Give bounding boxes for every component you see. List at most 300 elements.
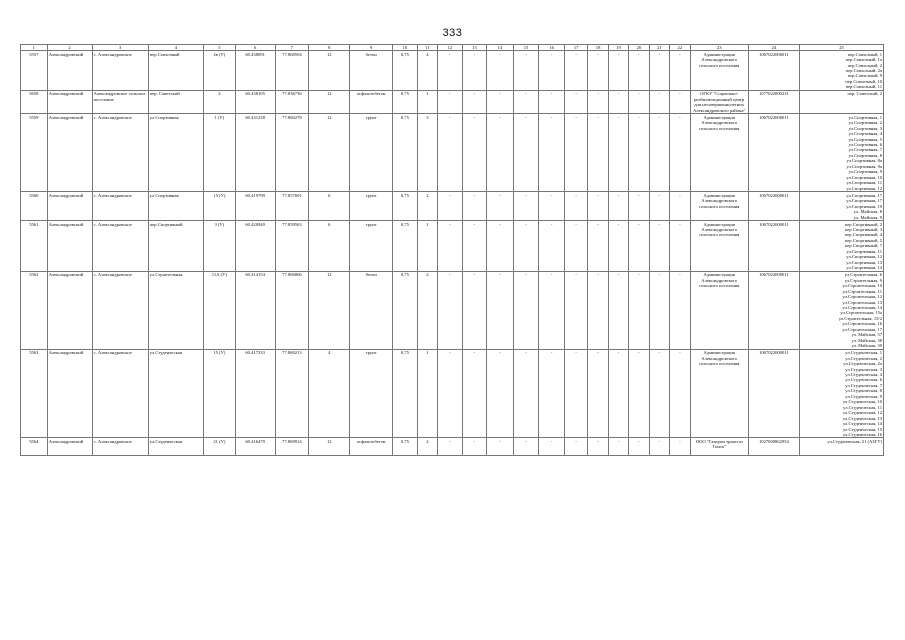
address-line: ул.Спортивная, 11 xyxy=(846,248,882,254)
cell-col-18: - xyxy=(588,349,608,438)
address-line: ул.Студенческая, 6 xyxy=(845,377,882,383)
cell-col-20: - xyxy=(629,438,649,456)
address-line: ул.Спортивная, 14 xyxy=(846,265,882,271)
cell-col-18: - xyxy=(588,51,608,91)
address-line: ул.Студенческая, 3 xyxy=(845,366,882,372)
column-number-8: 8 xyxy=(309,45,350,51)
cell-col-23: Администрация Александровского сельского поселения xyxy=(690,349,748,438)
address-line: ул.Строительная, 9 xyxy=(844,277,882,283)
cell-col-12: - xyxy=(438,438,463,456)
cell-col-24: 1077022000231 xyxy=(748,90,799,113)
cell-col-2: Александровский xyxy=(47,192,92,221)
cell-col-8: 12 xyxy=(309,271,350,349)
address-line: ул.Спортивная, 12 xyxy=(846,254,882,260)
cell-col-10: 0,75 xyxy=(393,349,418,438)
cell-col-17: - xyxy=(564,220,588,271)
cell-col-19: - xyxy=(608,438,628,456)
cell-col-11: 3 xyxy=(417,114,437,192)
address-list-cell xyxy=(799,220,883,271)
column-number-6: 6 xyxy=(235,45,275,51)
cell-col-1: 5559 xyxy=(21,114,48,192)
cell-col-7: 77.860278 xyxy=(275,114,309,192)
cell-col-22: - xyxy=(670,438,690,456)
column-number-24: 24 xyxy=(748,45,799,51)
cell-col-9: грунт xyxy=(350,220,393,271)
cell-col-8: 12 xyxy=(309,90,350,113)
address-line: ул.Студенческая, 12 xyxy=(842,410,882,416)
address-line: ул.Строительная, 10 xyxy=(842,283,882,289)
cell-col-3: с. Александровское xyxy=(92,271,148,349)
cell-col-16: - xyxy=(539,90,565,113)
address-line: пер.Спортивный, 4 xyxy=(844,232,882,238)
cell-col-20: - xyxy=(629,51,649,91)
cell-col-7: 77.866806 xyxy=(275,271,309,349)
table-row xyxy=(21,271,884,349)
cell-col-21: - xyxy=(649,114,669,192)
cell-col-1: 5560 xyxy=(21,192,48,221)
table-row xyxy=(21,349,884,438)
cell-col-23: ООО "Газпром трансгаз Томск" xyxy=(690,438,748,456)
cell-col-6: 60.438091 xyxy=(235,51,275,91)
cell-col-8: 12 xyxy=(309,438,350,456)
cell-col-7: 77.869914 xyxy=(275,438,309,456)
cell-col-18: - xyxy=(588,271,608,349)
cell-col-15: - xyxy=(513,192,539,221)
address-line: пер.Совхозный, 1 xyxy=(847,51,882,57)
cell-col-6: 60.431238 xyxy=(235,114,275,192)
address-line: ул.Спортивная, 7 xyxy=(848,147,882,153)
cell-col-4: ул.Студенческая xyxy=(148,438,203,456)
cell-col-20: - xyxy=(629,349,649,438)
cell-col-20: - xyxy=(629,220,649,271)
address-line: ул.Спортивная, 4 xyxy=(848,131,882,137)
column-number-15: 15 xyxy=(513,45,539,51)
table-row xyxy=(21,438,884,456)
cell-col-3: с. Александровское xyxy=(92,114,148,192)
cell-col-8: 12 xyxy=(309,51,350,91)
cell-col-17: - xyxy=(564,271,588,349)
address-line: пер.Совхозный, 1а xyxy=(845,57,882,63)
cell-col-17: - xyxy=(564,114,588,192)
address-list-cell xyxy=(799,90,883,113)
address-list-cell xyxy=(799,271,883,349)
cell-col-13: - xyxy=(462,438,487,456)
cell-col-24: 1067022000011 xyxy=(748,51,799,91)
cell-col-5: 1 (У) xyxy=(204,114,236,192)
column-number-21: 21 xyxy=(649,45,669,51)
cell-col-24: 1067022000011 xyxy=(748,114,799,192)
cell-col-11: 2 xyxy=(417,438,437,456)
cell-col-15: - xyxy=(513,271,539,349)
cell-col-2: Александровский xyxy=(47,438,92,456)
cell-col-16: - xyxy=(539,51,565,91)
cell-col-15: - xyxy=(513,114,539,192)
address-line: ул. Майская, 37 xyxy=(851,332,882,338)
cell-col-2: Александровский xyxy=(47,349,92,438)
cell-col-14: - xyxy=(487,51,514,91)
cell-col-15: - xyxy=(513,90,539,113)
cell-col-6: 60.416479 xyxy=(235,438,275,456)
cell-col-9: асфальтобетон xyxy=(350,90,393,113)
cell-col-8: 12 xyxy=(309,114,350,192)
cell-col-12: - xyxy=(438,114,463,192)
cell-col-4: ул.Спортивная xyxy=(148,192,203,221)
address-line: ул.Студенческая, 8 xyxy=(845,388,882,394)
cell-col-14: - xyxy=(487,192,514,221)
cell-col-3: с. Александровское xyxy=(92,51,148,91)
address-list-cell xyxy=(799,192,883,221)
cell-col-10: 0,75 xyxy=(393,220,418,271)
address-line: ул.Студенческая, 11 xyxy=(843,404,882,410)
cell-col-23: Администрация Александровского сельского поселения xyxy=(690,271,748,349)
column-number-19: 19 xyxy=(608,45,628,51)
address-line: пер.Совхозный, 10 xyxy=(845,78,882,84)
column-number-7: 7 xyxy=(275,45,309,51)
address-line: пер.Спортивный, 2 xyxy=(844,221,882,227)
column-number-18: 18 xyxy=(588,45,608,51)
address-line: ул. Майская, 8 xyxy=(853,209,882,215)
column-number-13: 13 xyxy=(462,45,487,51)
cell-col-7: 77.868594 xyxy=(275,51,309,91)
cell-col-10: 0,75 xyxy=(393,51,418,91)
column-number-3: 3 xyxy=(92,45,148,51)
cell-col-20: - xyxy=(629,114,649,192)
address-line: ул.Студенческая, 14 xyxy=(842,421,882,427)
column-number-17: 17 xyxy=(564,45,588,51)
address-line: пер.Совхозный, 2а xyxy=(845,67,882,73)
table-body xyxy=(21,51,884,456)
cell-col-11: 1 xyxy=(417,220,437,271)
cell-col-7: 77.857691 xyxy=(275,192,309,221)
cell-col-23: Администрация Александровского сельского поселения xyxy=(690,114,748,192)
cell-col-1: 5563 xyxy=(21,349,48,438)
cell-col-1: 5562 xyxy=(21,271,48,349)
cell-col-14: - xyxy=(487,271,514,349)
cell-col-12: - xyxy=(438,220,463,271)
cell-col-21: - xyxy=(649,220,669,271)
cell-col-21: - xyxy=(649,51,669,91)
cell-col-19: - xyxy=(608,192,628,221)
cell-col-14: - xyxy=(487,114,514,192)
cell-col-5: 2 xyxy=(204,90,236,113)
cell-col-9: грунт xyxy=(350,192,393,221)
cell-col-13: - xyxy=(462,349,487,438)
address-line: ул.Студенческая, 1 xyxy=(845,350,882,356)
column-number-4: 4 xyxy=(148,45,203,51)
address-line: ул.Строительная, 15/2 xyxy=(838,315,882,321)
address-line: ул.Студенческая, 7 xyxy=(845,382,882,388)
cell-col-21: - xyxy=(649,438,669,456)
cell-col-9: грунт xyxy=(350,114,393,192)
cell-col-8: 6 xyxy=(309,220,350,271)
cell-col-23: ОГКУ "Социально-реабилитационный центр для несовершеннолетних Александровского района" xyxy=(690,90,748,113)
cell-col-9: бетон xyxy=(350,51,393,91)
cell-col-24: 1067022000011 xyxy=(748,220,799,271)
cell-col-5: 15 (У) xyxy=(204,192,236,221)
cell-col-24: 1067022000011 xyxy=(748,271,799,349)
cell-col-23: Администрация Александровского сельского поселения xyxy=(690,51,748,91)
cell-col-14: - xyxy=(487,438,514,456)
cell-col-10: 0,75 xyxy=(393,114,418,192)
address-line: ул.Спортивная, 6 xyxy=(848,142,882,148)
address-line: пер. Советский, 2 xyxy=(847,91,882,97)
cell-col-17: - xyxy=(564,349,588,438)
cell-col-9: грунт xyxy=(350,349,393,438)
cell-col-2: Александровский xyxy=(47,114,92,192)
column-number-22: 22 xyxy=(670,45,690,51)
cell-col-2: Александровский xyxy=(47,51,92,91)
cell-col-18: - xyxy=(588,192,608,221)
address-line: ул.Студенческая, 15 xyxy=(842,426,882,432)
address-line: ул.Спортивная, 1 xyxy=(848,114,882,120)
cell-col-3: Александровское сельское поселение xyxy=(92,90,148,113)
address-line: ул.Студенческая, 2а xyxy=(843,361,882,367)
cell-col-7: 77.869213 xyxy=(275,349,309,438)
cell-col-22: - xyxy=(670,349,690,438)
address-line: ул.Студенческая, 4 xyxy=(845,371,882,377)
address-line: ул.Студенческая, 13 xyxy=(842,415,882,421)
cell-col-13: - xyxy=(462,271,487,349)
address-line: пер.Спортивный, 5 xyxy=(844,237,882,243)
cell-col-19: - xyxy=(608,90,628,113)
address-line: ул.Строительная, 12 xyxy=(842,294,882,300)
cell-col-12: - xyxy=(438,51,463,91)
cell-col-22: - xyxy=(670,51,690,91)
cell-col-6: 60.420940 xyxy=(235,220,275,271)
cell-col-5: 15 (У) xyxy=(204,349,236,438)
cell-col-12: - xyxy=(438,271,463,349)
cell-col-23: Администрация Александровского сельского поселения xyxy=(690,192,748,221)
address-line: пер.Совхозный, 2 xyxy=(847,62,882,68)
address-line: ул.Студенческая, 16 xyxy=(842,431,882,437)
address-line: ул.Спортивная, 8а xyxy=(846,158,882,164)
cell-col-12: - xyxy=(438,192,463,221)
cell-col-15: - xyxy=(513,438,539,456)
cell-col-1: 5564 xyxy=(21,438,48,456)
cell-col-11: 2 xyxy=(417,192,437,221)
address-line: ул.Строительная, 6 xyxy=(844,272,882,278)
cell-col-15: - xyxy=(513,349,539,438)
cell-col-2: Александровский xyxy=(47,220,92,271)
cell-col-8: 4 xyxy=(309,349,350,438)
table-row xyxy=(21,90,884,113)
cell-col-13: - xyxy=(462,90,487,113)
table-row xyxy=(21,220,884,271)
cell-col-5: 11А (У) xyxy=(204,271,236,349)
table-row xyxy=(21,114,884,192)
cell-col-17: - xyxy=(564,438,588,456)
page-number: 333 xyxy=(442,27,463,39)
cell-col-20: - xyxy=(629,271,649,349)
cell-col-12: - xyxy=(438,349,463,438)
cell-col-4: пер.Совхозный xyxy=(148,51,203,91)
cell-col-17: - xyxy=(564,51,588,91)
cell-col-11: 4 xyxy=(417,51,437,91)
cell-col-1: 5557 xyxy=(21,51,48,91)
cell-col-1: 5658 xyxy=(21,90,48,113)
cell-col-5: 3 (У) xyxy=(204,220,236,271)
cell-col-16: - xyxy=(539,349,565,438)
column-number-25: 25 xyxy=(799,45,883,51)
column-number-1: 1 xyxy=(21,45,48,51)
cell-col-6: 60.414154 xyxy=(235,271,275,349)
cell-col-13: - xyxy=(462,220,487,271)
address-line: ул. Майская, 39 xyxy=(851,343,882,349)
cell-col-4: пер. Советский xyxy=(148,90,203,113)
cell-col-18: - xyxy=(588,438,608,456)
cell-col-14: - xyxy=(487,349,514,438)
address-line: ул.Спортивная, 12 xyxy=(846,185,882,191)
address-list-cell xyxy=(799,114,883,192)
cell-col-19: - xyxy=(608,271,628,349)
column-number-12: 12 xyxy=(438,45,463,51)
cell-col-5: 21 (У) xyxy=(204,438,236,456)
cell-col-3: с. Александровское xyxy=(92,192,148,221)
cell-col-11: 1 xyxy=(417,349,437,438)
cell-col-11: 1 xyxy=(417,90,437,113)
cell-col-1: 5561 xyxy=(21,220,48,271)
cell-col-3: с. Александровское xyxy=(92,438,148,456)
cell-col-13: - xyxy=(462,192,487,221)
address-line: ул.Строительная, 15а xyxy=(840,310,882,316)
cell-col-21: - xyxy=(649,192,669,221)
address-line: ул.Строительная, 11 xyxy=(842,288,882,294)
cell-col-22: - xyxy=(670,114,690,192)
cell-col-10: 0,75 xyxy=(393,271,418,349)
address-list-cell xyxy=(799,349,883,438)
address-line: ул.Студенческая, 21 (АЗГУ) xyxy=(827,439,882,445)
cell-col-18: - xyxy=(588,114,608,192)
column-number-11: 11 xyxy=(417,45,437,51)
address-line: ул.Спортивная, 3 xyxy=(848,125,882,131)
cell-col-7: 77.859563 xyxy=(275,220,309,271)
address-line: ул.Спортивная, 9а xyxy=(846,163,882,169)
cell-col-11: 2 xyxy=(417,271,437,349)
cell-col-22: - xyxy=(670,90,690,113)
cell-col-4: ул.Студенческая xyxy=(148,349,203,438)
cell-col-7: 77.836736 xyxy=(275,90,309,113)
address-line: ул.Строительная, 14 xyxy=(842,304,882,310)
address-list-cell xyxy=(799,438,883,456)
cell-col-15: - xyxy=(513,51,539,91)
address-line: ул. Майская, 38 xyxy=(851,337,882,343)
address-line: ул.Спортивная, 8 xyxy=(848,152,882,158)
cell-col-6: 60.419799 xyxy=(235,192,275,221)
column-number-20: 20 xyxy=(629,45,649,51)
cell-col-14: - xyxy=(487,90,514,113)
address-line: ул.Спортивная, 11 xyxy=(846,180,882,186)
address-line: ул.Спортивная, 10 xyxy=(846,174,882,180)
column-number-14: 14 xyxy=(487,45,514,51)
cell-col-19: - xyxy=(608,349,628,438)
cell-col-2: Александровский xyxy=(47,271,92,349)
address-line: ул.Студенческая, 2 xyxy=(845,355,882,361)
cell-col-16: - xyxy=(539,271,565,349)
cell-col-21: - xyxy=(649,271,669,349)
address-line: ул.Спортивная, 5 xyxy=(848,136,882,142)
cell-col-4: ул.Строительная xyxy=(148,271,203,349)
cell-col-23: Администрация Александровского сельского поселения xyxy=(690,220,748,271)
address-line: ул.Спортивная, 19 xyxy=(846,203,882,209)
address-line: ул.Строительная, 17 xyxy=(842,326,882,332)
column-number-9: 9 xyxy=(350,45,393,51)
column-number-2: 2 xyxy=(47,45,92,51)
table-row xyxy=(21,192,884,221)
cell-col-3: с. Александровское xyxy=(92,349,148,438)
address-line: пер.Спортивный, 7 xyxy=(844,243,882,249)
cell-col-4: ул.Спортивная xyxy=(148,114,203,192)
cell-col-14: - xyxy=(487,220,514,271)
address-line: пер.Совхозный, 9 xyxy=(847,73,882,79)
cell-col-8: 6 xyxy=(309,192,350,221)
table-row xyxy=(21,51,884,91)
cell-col-9: бетон xyxy=(350,271,393,349)
cell-col-18: - xyxy=(588,220,608,271)
address-line: ул.Строительная, 16 xyxy=(842,321,882,327)
cell-col-13: - xyxy=(462,114,487,192)
address-line: ул.Студенческая, 10 xyxy=(842,399,882,405)
cell-col-17: - xyxy=(564,90,588,113)
cell-col-6: 60.417333 xyxy=(235,349,275,438)
cell-col-20: - xyxy=(629,192,649,221)
cell-col-3: с. Александровское xyxy=(92,220,148,271)
address-line: пер.Спортивный, 3 xyxy=(844,227,882,233)
cell-col-24: 1027000862954 xyxy=(748,438,799,456)
cell-col-17: - xyxy=(564,192,588,221)
address-list-cell xyxy=(799,51,883,91)
address-line: ул.Строительная, 13 xyxy=(842,299,882,305)
cell-col-9: асфальтобетон xyxy=(350,438,393,456)
cell-col-21: - xyxy=(649,349,669,438)
address-line: ул. Майская, 9 xyxy=(853,214,882,220)
column-number-10: 10 xyxy=(393,45,418,51)
cell-col-10: 0,75 xyxy=(393,192,418,221)
cell-col-16: - xyxy=(539,192,565,221)
address-line: ул.Спортивная, 2 xyxy=(848,120,882,126)
cell-col-6: 60.438105 xyxy=(235,90,275,113)
column-number-23: 23 xyxy=(690,45,748,51)
cell-col-12: - xyxy=(438,90,463,113)
address-line: ул.Спортивная, 9 xyxy=(848,169,882,175)
cell-col-19: - xyxy=(608,114,628,192)
cell-col-22: - xyxy=(670,220,690,271)
address-line: ул.Студенческая, 9 xyxy=(845,393,882,399)
cell-col-13: - xyxy=(462,51,487,91)
address-line: ул.Спортивная, 13 xyxy=(846,259,882,265)
cell-col-5: 2в (У) xyxy=(204,51,236,91)
address-line: ул.Спортивная, 17 xyxy=(846,192,882,198)
cell-col-15: - xyxy=(513,220,539,271)
cell-col-2: Александровский xyxy=(47,90,92,113)
cell-col-19: - xyxy=(608,51,628,91)
cell-col-10: 0,75 xyxy=(393,90,418,113)
cell-col-20: - xyxy=(629,90,649,113)
cell-col-16: - xyxy=(539,220,565,271)
cell-col-22: - xyxy=(670,271,690,349)
cell-col-4: пер.Спортивный xyxy=(148,220,203,271)
address-line: пер.Совхозный, 11 xyxy=(845,84,882,90)
cell-col-18: - xyxy=(588,90,608,113)
cell-col-24: 1067022000011 xyxy=(748,192,799,221)
registry-table xyxy=(20,44,884,456)
cell-col-19: - xyxy=(608,220,628,271)
cell-col-21: - xyxy=(649,90,669,113)
cell-col-22: - xyxy=(670,192,690,221)
cell-col-16: - xyxy=(539,438,565,456)
cell-col-16: - xyxy=(539,114,565,192)
column-number-5: 5 xyxy=(204,45,236,51)
cell-col-24: 1067022000011 xyxy=(748,349,799,438)
